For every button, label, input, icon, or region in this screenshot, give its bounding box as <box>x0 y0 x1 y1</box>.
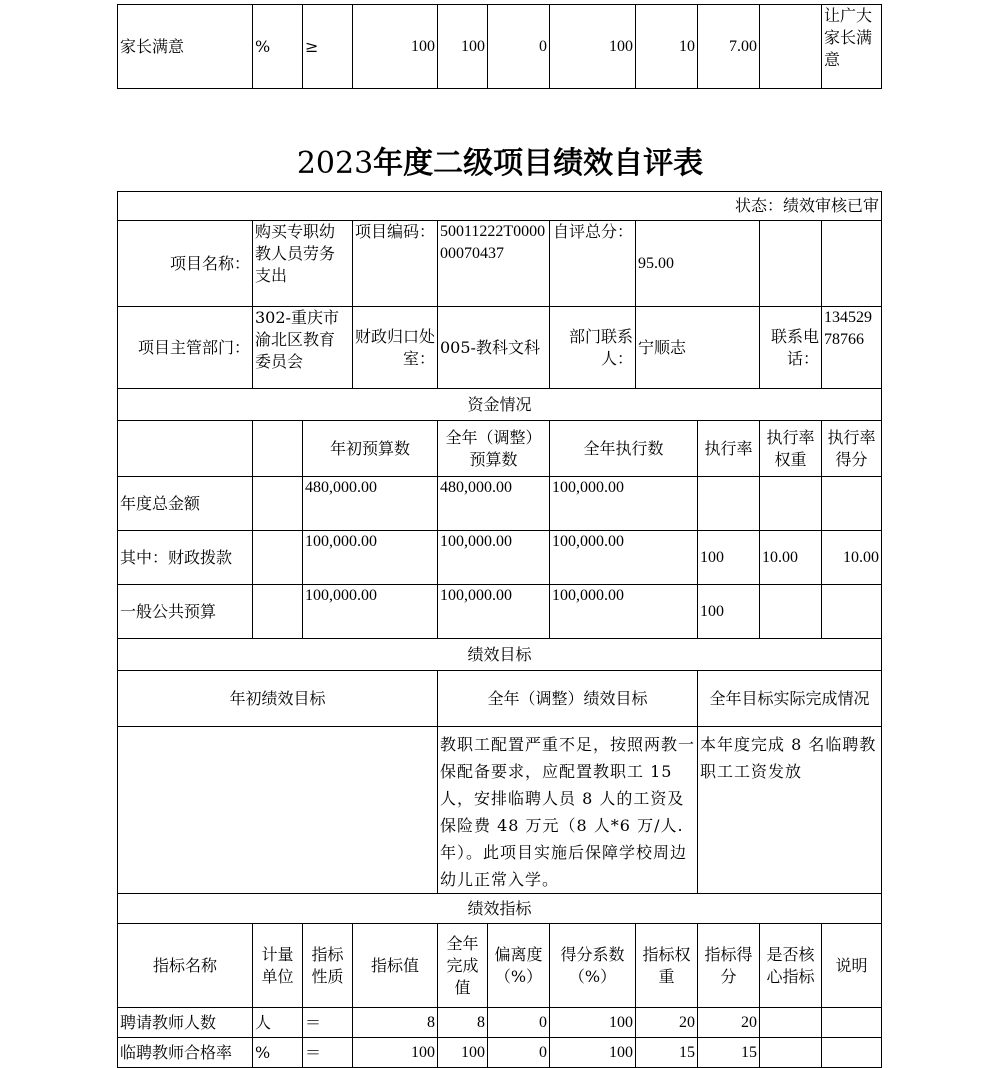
header-rate-weight: 执行率权重 <box>760 421 822 477</box>
header-score: 指标得分 <box>698 924 760 1008</box>
status-row <box>118 192 882 221</box>
indicator-target: 8 <box>353 1008 438 1038</box>
indicator-core <box>760 1008 822 1038</box>
project-row-2 <box>118 307 882 389</box>
header-adjusted-budget: 全年（调整）预算数 <box>438 421 550 477</box>
funds-weight <box>760 585 822 639</box>
indicator-unit: 人 <box>253 1008 303 1038</box>
empty-cell <box>253 531 303 585</box>
header-target: 指标值 <box>353 924 438 1008</box>
finance-office: 005-教科文科 <box>438 307 550 389</box>
header-deviation: 偏离度（%） <box>488 924 550 1008</box>
indicator-score: 15 <box>698 1038 760 1068</box>
funds-score <box>822 585 882 639</box>
header-unit: 计量单位 <box>253 924 303 1008</box>
funds-executed: 100,000.00 <box>550 531 698 585</box>
header-executed: 全年执行数 <box>550 421 698 477</box>
self-score-label: 自评总分： <box>550 221 636 307</box>
indicator-nature: ＝ <box>303 1008 353 1038</box>
phone-number: 13452978766 <box>822 307 882 389</box>
goals-content-row <box>118 727 882 894</box>
indicator-deviation: 0 <box>488 5 550 89</box>
self-score: 95.00 <box>636 221 760 307</box>
indicator-weight: 20 <box>636 1008 698 1038</box>
table-row <box>118 1008 882 1038</box>
goals-header-row <box>118 671 882 727</box>
header-nature: 指标性质 <box>303 924 353 1008</box>
indicators-section-title: 绩效指标 <box>118 894 882 924</box>
indicator-note <box>822 1038 882 1068</box>
funds-score <box>822 477 882 531</box>
indicator-score: 7.00 <box>698 5 760 89</box>
funds-score: 10.00 <box>822 531 882 585</box>
funds-row-label: 一般公共预算 <box>118 585 253 639</box>
funds-row-label: 其中：财政拨款 <box>118 531 253 585</box>
funds-rate <box>698 477 760 531</box>
funds-rate: 100 <box>698 585 760 639</box>
header-actual-completion: 全年目标实际完成情况 <box>698 671 882 727</box>
project-name: 购买专职幼教人员劳务支出 <box>253 221 353 307</box>
funds-initial: 100,000.00 <box>303 585 438 639</box>
header-initial-goal: 年初绩效目标 <box>118 671 438 727</box>
header-execution-rate: 执行率 <box>698 421 760 477</box>
goals-section-title: 绩效目标 <box>118 639 882 671</box>
indicator-core <box>760 1038 822 1068</box>
funds-adjusted: 100,000.00 <box>438 585 550 639</box>
funds-weight <box>760 477 822 531</box>
funds-section-row <box>118 389 882 421</box>
empty-cell <box>822 221 882 307</box>
department-label: 项目主管部门： <box>118 307 253 389</box>
initial-goal-text <box>118 727 438 894</box>
adjusted-goal-text: 教职工配置严重不足，按照两教一保配备要求，应配置教职工 15 人，安排临聘人员 8 人的工资及保险费 48 万元（8 人*6 万/人.年）。此项目实施后保障学校周边幼儿正常入学。 <box>438 727 698 894</box>
indicator-deviation: 0 <box>488 1008 550 1038</box>
status-badge: 状态：绩效审核已审 <box>118 192 882 221</box>
indicator-actual: 8 <box>438 1008 488 1038</box>
header-core: 是否核心指标 <box>760 924 822 1008</box>
funds-row-label: 年度总金额 <box>118 477 253 531</box>
header-adjusted-goal: 全年（调整）绩效目标 <box>438 671 698 727</box>
phone-label: 联系电话： <box>760 307 822 389</box>
indicator-actual: 100 <box>438 1038 488 1068</box>
empty-cell <box>760 221 822 307</box>
funds-rate: 100 <box>698 531 760 585</box>
empty-cell <box>253 585 303 639</box>
empty-cell <box>253 421 303 477</box>
indicator-weight: 10 <box>636 5 698 89</box>
indicator-weight: 15 <box>636 1038 698 1068</box>
indicators-header-row <box>118 924 882 1008</box>
page-title <box>0 144 1000 184</box>
indicator-deviation: 0 <box>488 1038 550 1068</box>
title-text: 年度二级项目绩效自评表 <box>373 146 704 181</box>
header-indicator-name: 指标名称 <box>118 924 253 1008</box>
indicator-actual: 100 <box>438 5 488 89</box>
header-actual: 全年完成值 <box>438 924 488 1008</box>
funds-adjusted: 100,000.00 <box>438 531 550 585</box>
indicators-section-row <box>118 894 882 924</box>
funds-initial: 100,000.00 <box>303 531 438 585</box>
table-row <box>118 477 882 531</box>
header-initial-budget: 年初预算数 <box>303 421 438 477</box>
indicator-coefficient: 100 <box>550 1038 636 1068</box>
funds-executed: 100,000.00 <box>550 585 698 639</box>
indicator-target: 100 <box>353 1038 438 1068</box>
funds-executed: 100,000.00 <box>550 477 698 531</box>
header-weight: 指标权重 <box>636 924 698 1008</box>
previous-indicator-table <box>117 4 882 89</box>
funds-section-title: 资金情况 <box>118 389 882 421</box>
project-row-1 <box>118 221 882 307</box>
table-row <box>118 1038 882 1068</box>
indicator-unit: % <box>253 1038 303 1068</box>
indicator-coefficient: 100 <box>550 1008 636 1038</box>
indicator-name: 临聘教师合格率 <box>118 1038 253 1068</box>
goals-section-row <box>118 639 882 671</box>
table-row <box>118 531 882 585</box>
contact-person: 宁顺志 <box>636 307 760 389</box>
indicator-name: 家长满意 <box>118 5 253 89</box>
project-code: 50011222T000000070437 <box>438 221 550 307</box>
actual-completion-text: 本年度完成 8 名临聘教职工工资发放 <box>698 727 882 894</box>
contact-label: 部门联系人： <box>550 307 636 389</box>
indicator-unit: % <box>253 5 303 89</box>
title-year: 2023 <box>296 146 374 181</box>
funds-initial: 480,000.00 <box>303 477 438 531</box>
funds-header-row <box>118 421 882 477</box>
empty-cell <box>118 421 253 477</box>
project-code-label: 项目编码： <box>353 221 438 307</box>
indicator-nature: ＝ <box>303 1038 353 1068</box>
indicator-core <box>760 5 822 89</box>
empty-cell <box>253 477 303 531</box>
indicator-note: 让广大家长满意 <box>822 5 882 89</box>
indicator-name: 聘请教师人数 <box>118 1008 253 1038</box>
evaluation-table <box>117 191 882 1068</box>
indicator-note <box>822 1008 882 1038</box>
table-row <box>118 5 882 89</box>
header-coefficient: 得分系数（%） <box>550 924 636 1008</box>
header-note: 说明 <box>822 924 882 1008</box>
indicator-target: 100 <box>353 5 438 89</box>
indicator-nature: ≥ <box>303 5 353 89</box>
finance-office-label: 财政归口处室： <box>353 307 438 389</box>
funds-weight: 10.00 <box>760 531 822 585</box>
department: 302-重庆市渝北区教育委员会 <box>253 307 353 389</box>
table-row <box>118 585 882 639</box>
project-name-label: 项目名称： <box>118 221 253 307</box>
funds-adjusted: 480,000.00 <box>438 477 550 531</box>
indicator-score: 20 <box>698 1008 760 1038</box>
header-rate-score: 执行率得分 <box>822 421 882 477</box>
indicator-coefficient: 100 <box>550 5 636 89</box>
